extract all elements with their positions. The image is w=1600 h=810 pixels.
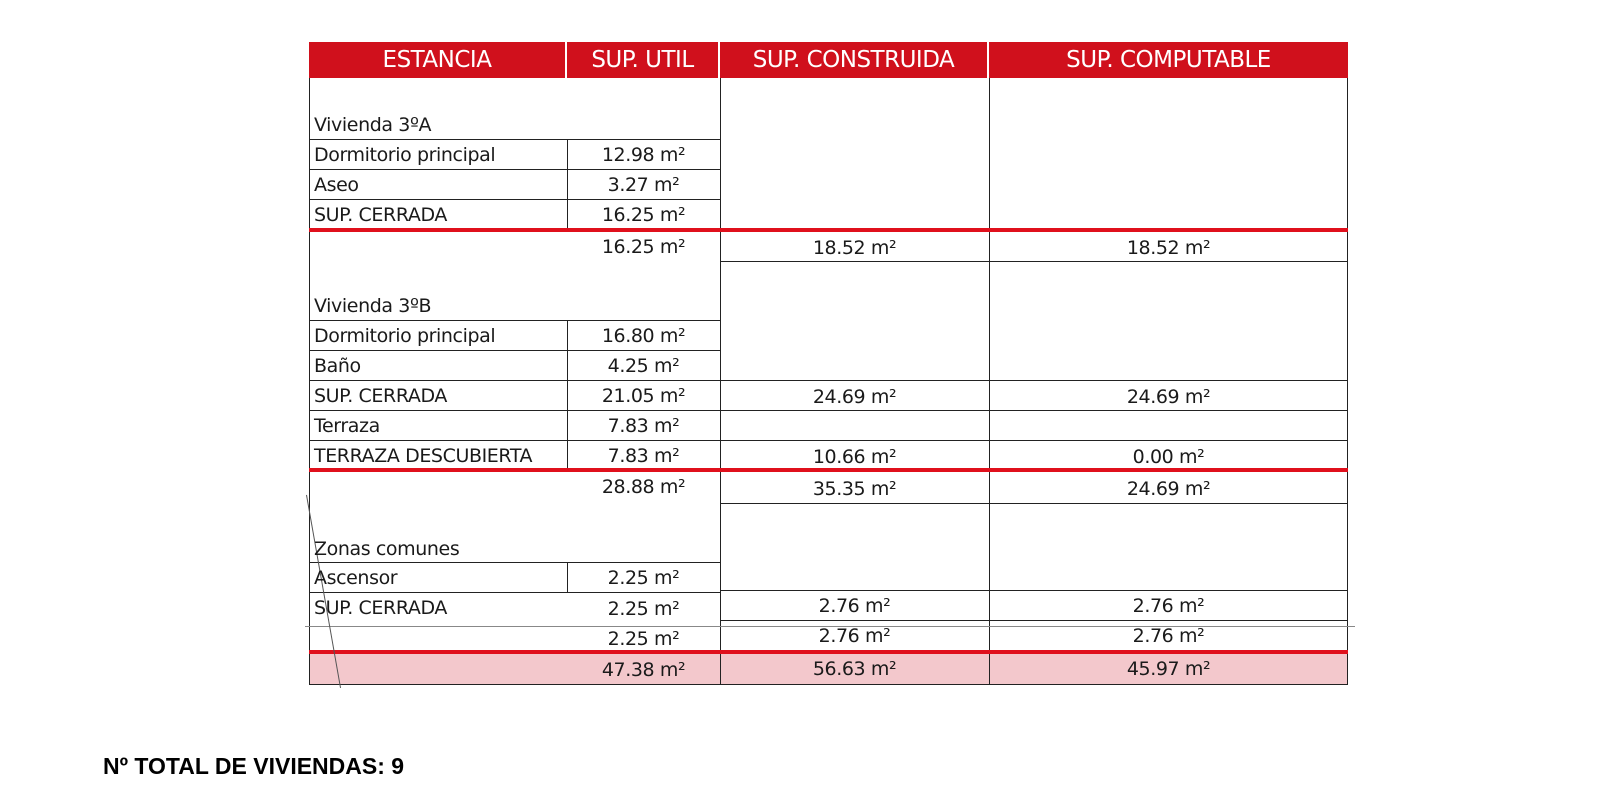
v3a-total-util: 16.25 m² (601, 235, 686, 258)
v3b-descubierta-util: 7.83 m² (607, 444, 680, 467)
v3b-cerrada-label: SUP. CERRADA (314, 384, 447, 407)
v3b-total-construida: 35.35 m² (812, 477, 897, 500)
zonas-total-computable: 2.76 m² (1132, 624, 1205, 647)
section-title-v3a: Vivienda 3ºA (314, 113, 432, 136)
v3b-total-util: 28.88 m² (601, 475, 686, 498)
v3a-total-computable: 18.52 m² (1126, 236, 1211, 259)
section-title-zonas: Zonas comunes (314, 537, 460, 560)
v3a-cerrada-label: SUP. CERRADA (314, 203, 447, 226)
grid-line (309, 684, 720, 685)
v3b-terraza-label: Terraza (314, 414, 380, 437)
v3b-cerrada-construida: 24.69 m² (812, 385, 897, 408)
v3a-aseo-label: Aseo (314, 173, 359, 196)
v3a-dormitorio-util: 12.98 m² (601, 143, 686, 166)
zonas-cerrada-util: 2.25 m² (607, 597, 680, 620)
v3b-dormitorio-util: 16.80 m² (601, 324, 686, 347)
zonas-cerrada-computable: 2.76 m² (1132, 594, 1205, 617)
zonas-total-util: 2.25 m² (607, 627, 680, 650)
header-estancia: ESTANCIA (309, 42, 567, 78)
v3b-descubierta-construida: 10.66 m² (812, 445, 897, 468)
grand-total-computable: 45.97 m² (1126, 657, 1211, 680)
v3b-descubierta-computable: 0.00 m² (1132, 445, 1205, 468)
zonas-cerrada-label: SUP. CERRADA (314, 596, 447, 619)
v3a-dormitorio-label: Dormitorio principal (314, 143, 496, 166)
grid-line (720, 684, 1348, 685)
zonas-cerrada-construida: 2.76 m² (818, 594, 891, 617)
grid-line (720, 440, 1348, 441)
header-sup-computable: SUP. COMPUTABLE (989, 42, 1348, 78)
v3a-total-construida: 18.52 m² (812, 236, 897, 259)
zonas-total-construida: 2.76 m² (818, 624, 891, 647)
v3b-bano-util: 4.25 m² (607, 354, 680, 377)
v3b-terraza-util: 7.83 m² (607, 414, 680, 437)
grid-line (720, 380, 1348, 381)
v3b-cerrada-util: 21.05 m² (601, 384, 686, 407)
zonas-ascensor-util: 2.25 m² (607, 566, 680, 589)
grand-total-construida: 56.63 m² (812, 657, 897, 680)
grand-total-util: 47.38 m² (601, 658, 686, 681)
header-sup-util: SUP. UTIL (567, 42, 720, 78)
v3b-descubierta-label: TERRAZA DESCUBIERTA (314, 444, 533, 467)
v3b-cerrada-computable: 24.69 m² (1126, 385, 1211, 408)
grid-line (720, 503, 1348, 504)
total-viviendas-text: Nº TOTAL DE VIVIENDAS: 9 (103, 753, 405, 779)
header-sup-construida: SUP. CONSTRUIDA (720, 42, 989, 78)
v3a-aseo-util: 3.27 m² (607, 173, 680, 196)
v3b-bano-label: Baño (314, 354, 361, 377)
section-title-v3b: Vivienda 3ºB (314, 294, 432, 317)
v3b-dormitorio-label: Dormitorio principal (314, 324, 496, 347)
v3b-total-computable: 24.69 m² (1126, 477, 1211, 500)
zonas-ascensor-label: Ascensor (314, 566, 398, 589)
v3a-cerrada-util: 16.25 m² (601, 203, 686, 226)
